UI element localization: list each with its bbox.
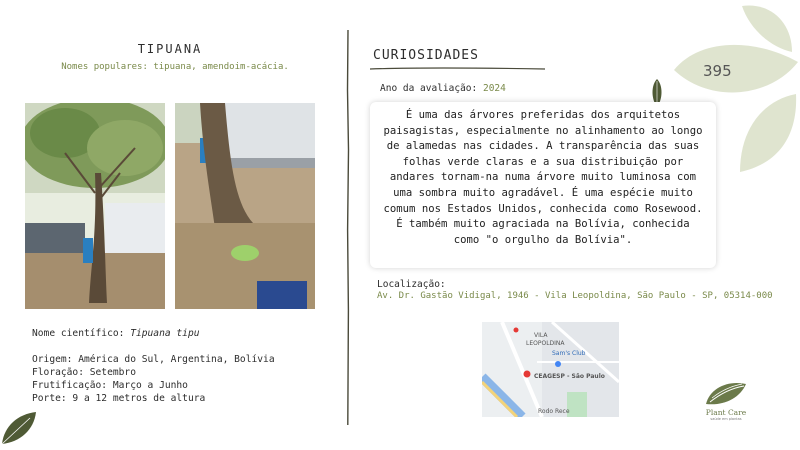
- poi-icon: [514, 328, 519, 333]
- tree-photo-trunk: [175, 103, 315, 309]
- origin-line: Origem: América do Sul, Argentina, Bolívia: [32, 354, 275, 365]
- curiosities-text: É uma das árvores preferidas dos arquitetos paisagistas, especialmente no alinhamento ao longo de alamedas nas cidades. A transparência das suas folhas verde claras e a sua distribuição por andares tornam-na numa árvore muito luminosa com uma sombra muito agradável. É uma espécie muito comum nos Estados Unidos, conhecida como Rosewood. É também muito agraciada na Bolívia, conhecida como "o orgulho da Bolívia".: [370, 102, 716, 268]
- location-address: Av. Dr. Gastão Vidigal, 1946 - Vila Leopoldina, São Paulo - SP, 05314-000: [377, 291, 773, 301]
- fruiting-line: Frutificação: Março a Junho: [32, 380, 188, 391]
- leaf-bottom: [740, 94, 796, 172]
- map-district-label-1: VILA: [534, 332, 548, 339]
- map-place-label: CEAGESP - São Paulo: [534, 373, 605, 380]
- map-district-label-2: LEOPOLDINA: [526, 340, 565, 347]
- column-divider: [345, 30, 351, 425]
- popular-names-value: tipuana, amendoim-acácia.: [153, 62, 289, 72]
- brand-name: Plant Care: [705, 408, 747, 417]
- flowering-line: Floração: Setembro: [32, 367, 136, 378]
- location-map[interactable]: [482, 322, 619, 417]
- scientific-label: Nome científico:: [32, 328, 125, 339]
- map-pin-icon: [524, 371, 531, 378]
- store-pin-icon: [555, 361, 561, 367]
- leaf-top: [742, 5, 792, 52]
- curiosities-title: CURIOSIDADES: [373, 48, 479, 63]
- plant-care-logo-icon: [704, 380, 748, 406]
- size-line: Porte: 9 a 12 metros de altura: [32, 393, 206, 404]
- title-underline: [370, 66, 545, 72]
- evaluation-year: [380, 83, 506, 94]
- map-road-label: Rodo Rece: [538, 408, 570, 415]
- popular-names-label: Nomes populares:: [61, 62, 148, 72]
- scientific-name: [32, 328, 200, 339]
- year-value: 2024: [482, 83, 506, 94]
- page-number: 395: [703, 62, 732, 80]
- species-title: TIPUANA: [137, 42, 203, 56]
- location-label: Localização:: [377, 279, 446, 290]
- leaf-icon-bottom-left: [0, 410, 38, 446]
- leaf-middle: [674, 45, 798, 93]
- brand-tagline: saúde em plantas: [710, 417, 742, 421]
- scientific-value: Tipuana tipu: [130, 328, 200, 339]
- map-store-label: Sam's Club: [552, 350, 586, 357]
- popular-names: [30, 62, 320, 72]
- tree-photo-wide: [25, 103, 165, 309]
- year-label: Ano da avaliação:: [380, 83, 478, 94]
